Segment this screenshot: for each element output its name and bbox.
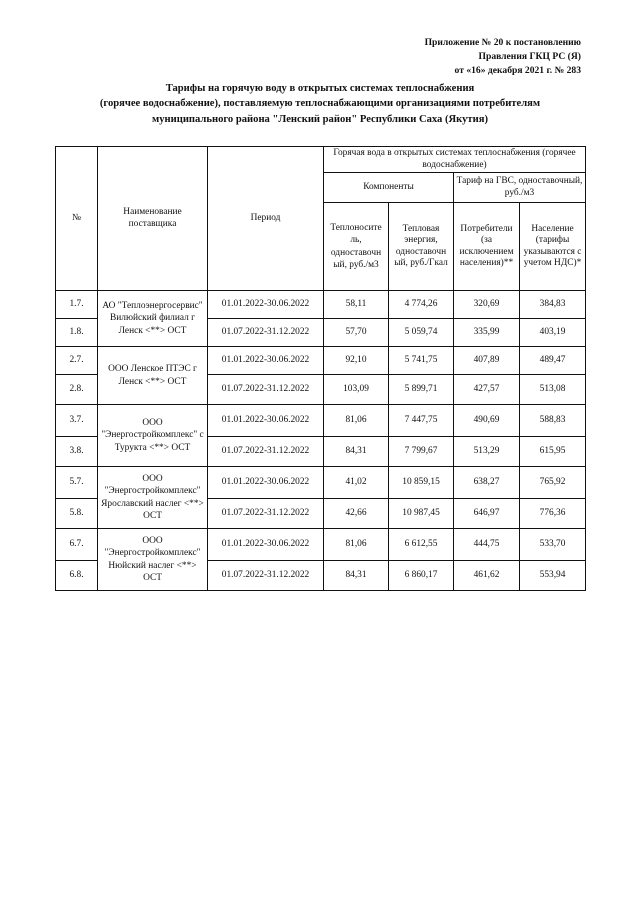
row-number: 3.7. bbox=[56, 405, 98, 437]
row-period: 01.07.2022-31.12.2022 bbox=[208, 437, 324, 467]
row-number: 2.7. bbox=[56, 347, 98, 375]
heat-carrier-value: 57,70 bbox=[324, 319, 389, 347]
row-number: 3.8. bbox=[56, 437, 98, 467]
title-line: (горячее водоснабжение), поставляемую теплоснабжающими организациями потребителям bbox=[99, 98, 541, 110]
row-period: 01.07.2022-31.12.2022 bbox=[208, 499, 324, 529]
heat-energy-value: 5 741,75 bbox=[389, 347, 454, 375]
population-value: 588,83 bbox=[520, 405, 586, 437]
row-number: 1.7. bbox=[56, 291, 98, 319]
row-number: 6.7. bbox=[56, 529, 98, 561]
row-period: 01.01.2022-30.06.2022 bbox=[208, 347, 324, 375]
heat-carrier-value: 84,31 bbox=[324, 561, 389, 591]
consumers-value: 427,57 bbox=[454, 375, 520, 405]
supplier-name: ООО Ленское ПТЭС г Ленск <**> ОСТ bbox=[98, 347, 208, 405]
header-heat-energy: Тепловая энергия, одноставочн ый, руб./Гкал bbox=[389, 203, 454, 291]
title-line: муниципального района "Ленский район" Республики Саха (Якутия) bbox=[152, 113, 488, 125]
heat-carrier-value: 58,11 bbox=[324, 291, 389, 319]
consumers-value: 461,62 bbox=[454, 561, 520, 591]
heat-energy-value: 5 899,71 bbox=[389, 375, 454, 405]
heat-carrier-value: 81,06 bbox=[324, 405, 389, 437]
row-number: 2.8. bbox=[56, 375, 98, 405]
row-period: 01.07.2022-31.12.2022 bbox=[208, 561, 324, 591]
supplier-name: ООО "Энергостройкомплекс" Нюйский наслег <**> ОСТ bbox=[98, 529, 208, 591]
row-number: 1.8. bbox=[56, 319, 98, 347]
table-row bbox=[56, 467, 586, 499]
table-row bbox=[56, 347, 586, 375]
appendix-line: Приложение № 20 к постановлению bbox=[424, 37, 581, 48]
header-population: Население (тарифы указываются с учетом НДС)* bbox=[520, 203, 586, 291]
consumers-value: 638,27 bbox=[454, 467, 520, 499]
row-number: 5.8. bbox=[56, 499, 98, 529]
header-consumers: Потребители (за исключением населения)** bbox=[454, 203, 520, 291]
heat-energy-value: 10 987,45 bbox=[389, 499, 454, 529]
population-value: 513,08 bbox=[520, 375, 586, 405]
heat-carrier-value: 84,31 bbox=[324, 437, 389, 467]
heat-carrier-value: 92,10 bbox=[324, 347, 389, 375]
row-period: 01.01.2022-30.06.2022 bbox=[208, 405, 324, 437]
consumers-value: 320,69 bbox=[454, 291, 520, 319]
heat-energy-value: 5 059,74 bbox=[389, 319, 454, 347]
consumers-value: 335,99 bbox=[454, 319, 520, 347]
heat-carrier-value: 103,09 bbox=[324, 375, 389, 405]
table-row bbox=[56, 405, 586, 437]
row-period: 01.01.2022-30.06.2022 bbox=[208, 529, 324, 561]
consumers-value: 407,89 bbox=[454, 347, 520, 375]
population-value: 489,47 bbox=[520, 347, 586, 375]
header-gvs-tariff: Тариф на ГВС, одноставочный, руб./м3 bbox=[454, 173, 586, 203]
header-number: № bbox=[56, 147, 98, 291]
row-period: 01.01.2022-30.06.2022 bbox=[208, 291, 324, 319]
heat-energy-value: 7 799,67 bbox=[389, 437, 454, 467]
header-heat-carrier: Теплоносите ль, одноставочн ый, руб./м3 bbox=[324, 203, 389, 291]
heat-carrier-value: 81,06 bbox=[324, 529, 389, 561]
heat-energy-value: 6 612,55 bbox=[389, 529, 454, 561]
supplier-name: АО "Теплоэнергосервис" Вилюйский филиал г Ленск <**> ОСТ bbox=[98, 291, 208, 347]
population-value: 403,19 bbox=[520, 319, 586, 347]
row-period: 01.07.2022-31.12.2022 bbox=[208, 375, 324, 405]
population-value: 615,95 bbox=[520, 437, 586, 467]
consumers-value: 513,29 bbox=[454, 437, 520, 467]
table-row bbox=[56, 291, 586, 319]
header-components: Компоненты bbox=[324, 173, 454, 203]
table-row bbox=[56, 529, 586, 561]
header-supplier: Наименование поставщика bbox=[98, 147, 208, 291]
header-period: Период bbox=[208, 147, 324, 291]
appendix-header bbox=[425, 36, 581, 79]
title-line: Тарифы на горячую воду в открытых системах теплоснабжения bbox=[165, 83, 475, 94]
heat-carrier-value: 41,02 bbox=[324, 467, 389, 499]
population-value: 384,83 bbox=[520, 291, 586, 319]
consumers-value: 490,69 bbox=[454, 405, 520, 437]
supplier-name: ООО "Энергостройкомплекс" с Турукта <**> ОСТ bbox=[98, 405, 208, 467]
tariff-table bbox=[55, 146, 586, 591]
supplier-name: ООО "Энергостройкомплекс" Ярославский наслег <**> ОСТ bbox=[98, 467, 208, 529]
header-hot-water-group: Горячая вода в открытых системах теплоснабжения (горячее водоснабжение) bbox=[324, 147, 586, 173]
heat-carrier-value: 42,66 bbox=[324, 499, 389, 529]
population-value: 765,92 bbox=[520, 467, 586, 499]
population-value: 776,36 bbox=[520, 499, 586, 529]
heat-energy-value: 10 859,15 bbox=[389, 467, 454, 499]
heat-energy-value: 4 774,26 bbox=[389, 291, 454, 319]
heat-energy-value: 6 860,17 bbox=[389, 561, 454, 591]
consumers-value: 646,97 bbox=[454, 499, 520, 529]
consumers-value: 444,75 bbox=[454, 529, 520, 561]
decree-date-line: от «16» декабря 2021 г. № 283 bbox=[454, 65, 581, 77]
row-period: 01.01.2022-30.06.2022 bbox=[208, 467, 324, 499]
population-value: 533,70 bbox=[520, 529, 586, 561]
row-period: 01.07.2022-31.12.2022 bbox=[208, 319, 324, 347]
heat-energy-value: 7 447,75 bbox=[389, 405, 454, 437]
population-value: 553,94 bbox=[520, 561, 586, 591]
row-number: 6.8. bbox=[56, 561, 98, 591]
row-number: 5.7. bbox=[56, 467, 98, 499]
document-title bbox=[0, 81, 640, 127]
decree-authority-line: Правления ГКЦ РС (Я) bbox=[478, 51, 581, 63]
